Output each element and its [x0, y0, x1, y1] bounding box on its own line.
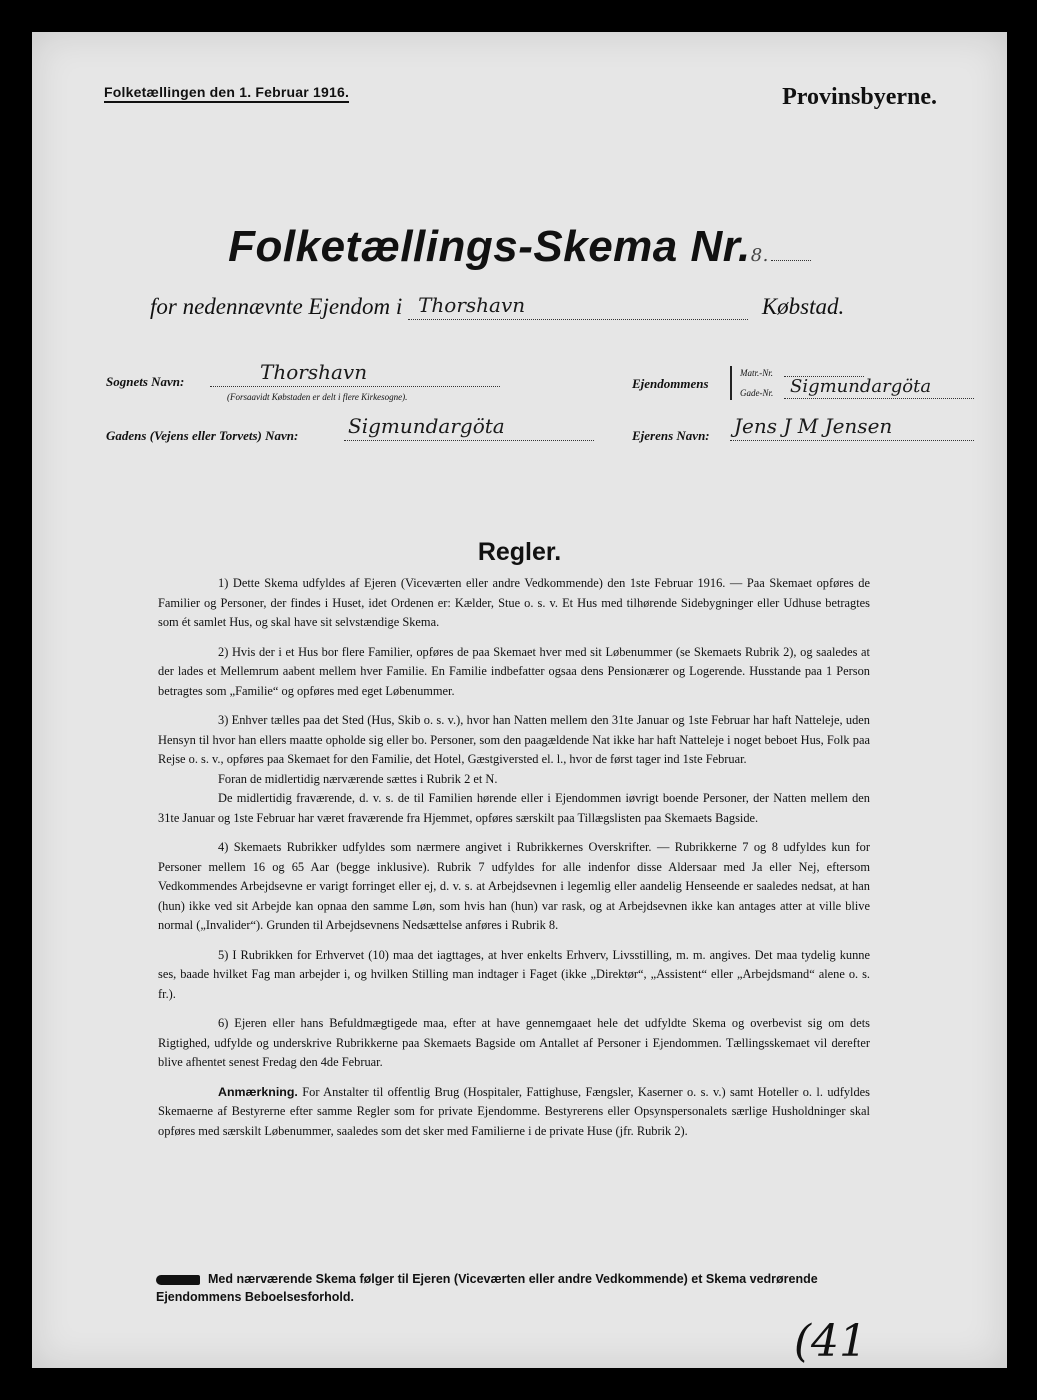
rule-3-absent-note: De midlertidig fraværende, d. v. s. de til Familien hørende eller i Ejendommen iøvrigt boende Personer, der Natten mellem den 31te Januar og 1ste Februar har været fraværende fra Hjemmet, opføres særskilt paa Tillægslisten paa Skemaets Bagside.: [158, 791, 870, 825]
remark-text: For Anstalter til offentlig Brug (Hospitaler, Fattighuse, Fængsler, Kaserner o. s. v.) samt Hoteller o. l. udfyldes Skemaerne af Bestyrerne efter samme Regler som for private Ejendomme. Bestyrerens eller Opsynspersonalets særlige Husholdninger skal opføres med særskilt Løbenummer, saaledes som det sker med Familierne i de private Huse (jfr. Rubrik 2).: [158, 1084, 870, 1138]
rule-3: 3) Enhver tælles paa det Sted (Hus, Skib o. s. v.), hvor han Natten mellem den 31te Januar og 1ste Februar har haft Natteleje, uden Hensyn til hvor han ellers maatte opholde sig eller bo. Personer, som den paagældende Nat ikke har haft Natteleje i noget beboet Hus, Folk paa Rejse o. s. v., opføres paa Skemaet for den Familie, det Hotel, Gæstgiversted el. l., hvor de først tager ind 1ste Februar.: [158, 713, 870, 766]
town-value: Thorshavn: [418, 293, 526, 317]
rule-4: 4) Skemaets Rubrikker udfyldes som nærmere angivet i Rubrikkernes Overskrifter. — Rubrikkerne 7 og 8 udfyldes kun for Personer mellem 16 og 65 Aar (begge inklusive). Rubrik 7 udfyldes for alle indenfor disse Aldersaar med Ja eller Nej, eftersom Vedkommendes Arbejdsevne er varigt forringet eller ej, d. v. s. at Arbejdsevnen i legemlig eller aandelig Henseende er saaledes nedsat, at han (hun) ikke ved sit Arbejde kan opnaa den samme Løn, som hvis han (hun) var rask, og at Arbejdsevnen ikke kan antages atter at ville blive normal („Invalider“). Grunden til Arbejdsevnens Nedsættelse anføres i Rubrik 8.: [158, 840, 870, 932]
province-header: Provinsbyerne.: [782, 84, 937, 110]
handwritten-mark: (41: [793, 1316, 867, 1367]
property-label: Ejendommens: [632, 376, 709, 391]
street-field: [344, 416, 594, 441]
rule-2: 2) Hvis der i et Hus bor flere Familier, opføres de paa Skemaet hver med sit Løbenummer (se Skemaets Rubrik 2), og saaledes at der lades et Mellemrum aabent mellem hver Familie. En Familie indbefatter ogsaa dens Pensionærer og Logerende. Husstande paa 1 Person betragtes som „Familie“ og opføres med eget Løbenummer.: [158, 644, 870, 698]
parish-note: (Forsaavidt Købstaden er delt i flere Kirkesogne).: [227, 392, 408, 402]
gade-nr-value: Sigmundargöta: [790, 376, 932, 397]
owner-label: Ejerens Navn:: [632, 428, 710, 443]
gade-nr-label: Gade-Nr.: [740, 388, 774, 398]
rules-body: [158, 574, 870, 1151]
pointing-hand-icon: [156, 1275, 200, 1285]
parish-field: [210, 362, 500, 387]
census-form-page: [32, 32, 1007, 1368]
form-number: 8.: [750, 245, 769, 266]
remark: [158, 1083, 870, 1142]
rule-6: 6) Ejeren eller hans Befuldmægtigede maa, efter at have gennemgaaet hele det udfyldte Skema og overbevist sig om dets Rigtighed, udfylde og underskrive Rubrikkerne paa Skemaets Bagside om Antallet af Personer i Ejendommen. Tællingsskemaet vil derefter blive afhentet senest Fredag den 4de Februar.: [158, 1016, 870, 1069]
form-title: [32, 222, 1007, 272]
owner-value: Jens J M Jensen: [734, 414, 893, 438]
remark-label: Anmærkning.: [218, 1084, 298, 1099]
form-number-dotline: [771, 260, 811, 261]
rule-1: 1) Dette Skema udfyldes af Ejeren (Viceværten eller andre Vedkommende) den 1ste Februar 1916. — Paa Skemaet opføres de Familier og Personer, der findes i Huset, idet Ordenen er: Kælder, Stue o. s. v. Et Hus med tilhørende Sidebygninger eller Udhuse betragtes som ét samlet Hus, og skal have sit selvstændige Skema.: [158, 576, 870, 629]
town-field: [408, 295, 748, 320]
matr-label: Matr.-Nr.: [740, 368, 774, 378]
parish-value: Thorshavn: [260, 360, 368, 384]
parish-label: Sognets Navn:: [106, 374, 185, 389]
footer-note: [156, 1270, 876, 1306]
footer-note-text: Med nærværende Skema følger til Ejeren (Viceværten eller andre Vedkommende) et Skema vedrørende Ejendommens Beboelsesforhold.: [156, 1272, 818, 1304]
property-brace: [730, 366, 732, 400]
rules-heading: Regler.: [477, 538, 562, 566]
property-prefix: for nedennævnte Ejendom i: [150, 294, 403, 319]
form-title-text: Folketællings-Skema Nr.: [228, 222, 751, 271]
property-suffix: Købstad.: [761, 294, 845, 319]
rule-3-present-note: Foran de midlertidig nærværende sættes i Rubrik 2 et N.: [218, 771, 498, 786]
census-date-header: Folketællingen den 1. Februar 1916.: [104, 84, 349, 103]
street-value: Sigmundargöta: [348, 414, 505, 438]
rule-5: 5) I Rubrikken for Erhvervet (10) maa det iagttages, at hver enkelts Erhverv, Livsstilling, m. m. angives. Det maa tydelig kunne ses, baade hvilket Fag man arbejder i, og hvilken Stilling man indtager i Faget (ikke „Direktør“, „Assistent“ eller „Arbejdsmand“ alene o. s. fr.).: [158, 947, 870, 1001]
gade-nr-field: [784, 376, 974, 399]
owner-field: [730, 416, 974, 441]
street-label: Gadens (Vejens eller Torvets) Navn:: [106, 428, 299, 443]
property-town-line: [150, 294, 844, 320]
